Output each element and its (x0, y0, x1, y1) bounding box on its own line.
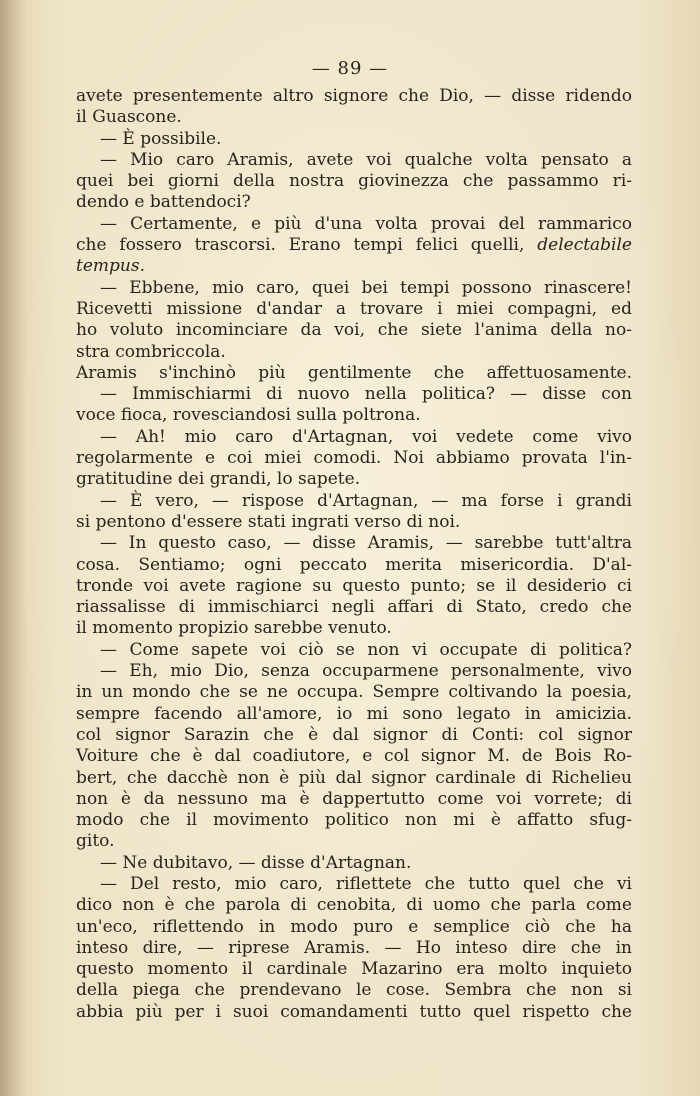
text-line: il Guascone. (76, 107, 182, 128)
text-line: inteso dire, — riprese Aramis. — Ho inteso dire che in (76, 937, 632, 958)
text-line: Voiture che è dal coadiutore, e col signor M. de Bois Ro- (76, 746, 632, 767)
text-line: — In questo caso, — disse Aramis, — sarebbe tutt'altra (100, 533, 632, 554)
text-line: — Mio caro Aramis, avete voi qualche volta pensato a (100, 149, 632, 170)
text-line: — Del resto, mio caro, riflettete che tutto quel che vi (100, 873, 632, 894)
text-line: — È vero, — rispose d'Artagnan, — ma forse i grandi (100, 490, 632, 511)
body-text (76, 86, 632, 1023)
text-line: avete presentemente altro signore che Dio, — disse ridendo (76, 86, 632, 106)
text-line: gratitudine dei grandi, lo sapete. (76, 469, 361, 490)
text-line: tempus. (76, 256, 145, 277)
text-line: sempre facendo all'amore, io mi sono legato in amicizia. (76, 703, 632, 724)
text-line: stra combriccola. (76, 341, 226, 362)
text-line: col signor Sarazin che è dal signor di Conti: col signor (76, 724, 632, 745)
text-line: — Certamente, e più d'una volta provai del rammarico (100, 213, 632, 234)
text-line: tronde voi avete ragione su questo punto; se il desiderio ci (76, 575, 632, 596)
text-line: voce fioca, rovesciandosi sulla poltrona. (76, 405, 421, 426)
text-line: dendo e battendoci? (76, 192, 251, 213)
text-line: in un mondo che se ne occupa. Sempre coltivando la poesia, (76, 682, 632, 703)
text-line: questo momento il cardinale Mazarino era molto inquieto (76, 959, 632, 980)
text-line: si pentono d'essere stati ingrati verso di noi. (76, 511, 461, 532)
text-line: non è da nessuno ma è dappertutto come voi vorrete; di (76, 788, 632, 809)
text-line: riassalisse di immischiarci negli affari di Stato, credo che (76, 597, 632, 618)
text-line: quei bei giorni della nostra giovinezza che passammo ri- (76, 171, 632, 192)
text-line: Aramis s'inchinò più gentilmente che affettuosamente. (76, 362, 632, 383)
text-line: modo che il movimento politico non mi è affatto sfug- (76, 810, 632, 831)
text-line: — Ah! mio caro d'Artagnan, voi vedete come vivo (100, 426, 632, 447)
text-line: dico non è che parola di cenobita, di uomo che parla come (76, 895, 632, 916)
text-line: — Eh, mio Dio, senza occuparmene personalmente, vivo (100, 661, 632, 682)
text-line: gito. (76, 831, 115, 852)
text-line: — Ne dubitavo, — disse d'Artagnan. (100, 852, 412, 873)
text-line: un'eco, riflettendo in modo puro e semplice ciò che ha (76, 916, 632, 937)
text-line: della piega che prendevano le cose. Sembra che non si (76, 980, 632, 1001)
text-line: — Ebbene, mio caro, quei bei tempi possono rinascere! (100, 277, 632, 298)
text-line: — Come sapete voi ciò se non vi occupate di politica? (100, 639, 632, 660)
text-line: — Immischiarmi di nuovo nella politica? — disse con (100, 384, 632, 405)
text-line: Ricevetti missione d'andar a trovare i miei compagni, ed (76, 298, 632, 319)
text-line: cosa. Sentiamo; ogni peccato merita misericordia. D'al- (76, 554, 632, 575)
text-line: che fossero trascorsi. Erano tempi felici quelli, delectabile (76, 235, 632, 256)
text-line: il momento propizio sarebbe venuto. (76, 618, 392, 639)
text-line: bert, che dacchè non è più dal signor cardinale di Richelieu (76, 767, 632, 788)
page-number: — 89 — (311, 58, 389, 79)
text-line: ho voluto incominciare da voi, che siete l'anima della no- (76, 320, 632, 341)
text-line: — È possibile. (100, 128, 222, 149)
text-line: abbia più per i suoi comandamenti tutto quel rispetto che (76, 1001, 632, 1022)
text-line: regolarmente e coi miei comodi. Noi abbiamo provata l'in- (76, 448, 632, 469)
